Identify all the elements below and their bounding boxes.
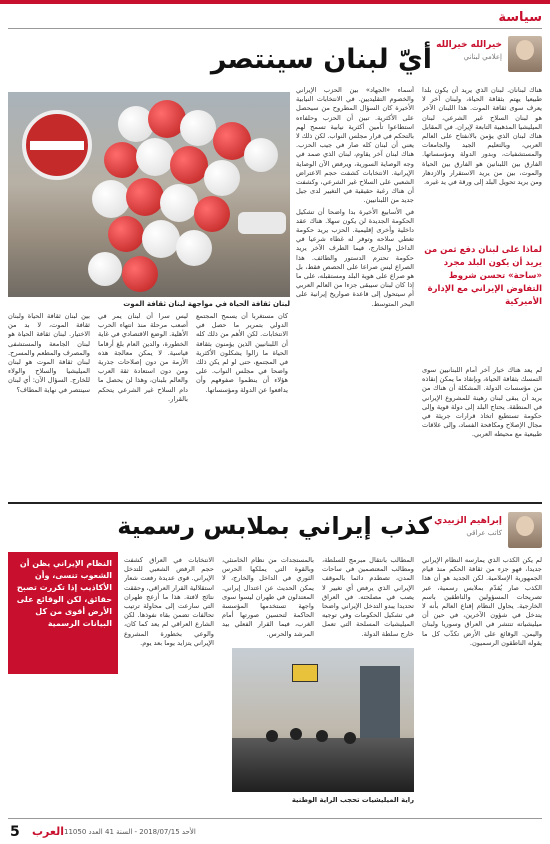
balloon (176, 230, 212, 266)
photo-caption: لبنان ثقافة الحياة في مواجهة لبنان ثقافة الموت (123, 300, 290, 308)
article-column (422, 556, 542, 812)
paragraph: بين لبنان ثقافة الحياة ولبنان ثقافة الموت، لا بد من الاختيار. لبنان ثقافة الحياة هو لبنان الجامعة والمستشفى والمصرف والمطعم والمسرح. لبنان ثقافة الموت هو لبنان الميليشيا والسلاح والولاء للخارج. السؤال الآن: أي لبنان سينتصر في نهاية المطاف؟ (8, 312, 90, 394)
balloon (142, 220, 180, 258)
balloon (108, 216, 144, 252)
paragraph: ليس سرا أن لبنان يمر في أصعب مرحلة منذ انتهاء الحرب الأهلية. الوضع الاقتصادي في غاية الخطورة، والدين العام بلغ أرقاما قياسية. لا يمكن معالجة هذه الأزمة من دون إصلاحات جذرية ومن دون استعادة ثقة العرب والعالم بلبنان، وهذا لن يحصل ما دام السلاح غير الشرعي يتحكم بالقرار. (98, 312, 188, 403)
issue-info: الأحد 2018/07/15 - السنة 41 العدد 11050 (64, 828, 196, 836)
balloons-photo (8, 92, 290, 297)
no-entry-sign-icon (22, 110, 92, 180)
author-name: خيرالله خيرالله (436, 40, 502, 50)
article-column (98, 312, 188, 498)
photo-caption: راية الميليشيات تحجب الراية الوطنية (291, 796, 414, 804)
article-headline: كذب إيراني بملابس رسمية (117, 512, 432, 540)
person (344, 732, 356, 744)
brand-logo: العرب (32, 825, 65, 838)
balloon (92, 180, 130, 218)
paragraph: أسماء «الجهاد» بين الحزب الإيراني والخصوم التقليديين. في الانتخابات النيابية الأخيرة كان السؤال المطروح من سيحصل على الأكثرية. تبين أن الحزب وحلفاءه استطاعوا تأمين أكثرية نيابية تسمح لهم بالتحكم في قرار مجلس النواب. لكن ذلك لا يعني أن لبنان كله صار في جيب الحزب. هناك لبنان آخر يقاوم، لبنان الذي صمد في وجه الوصاية السورية، ويرفض الآن الوصاية الإيرانية. الانتخابات كشفت حجم الاعتراض الشعبي على السلاح غير الشرعي، وكشفت أن هناك رغبة حقيقية في التغيير لدى جيل جديد من اللبنانيين. (296, 86, 414, 205)
balloon (104, 142, 140, 178)
article-column (296, 86, 414, 498)
avatar (508, 512, 542, 548)
building (360, 666, 400, 746)
footer-rule (8, 818, 542, 819)
author-byline (434, 512, 542, 550)
person (316, 730, 328, 742)
top-accent-bar (0, 0, 550, 4)
balloon (180, 110, 216, 146)
article-column (196, 312, 288, 498)
paragraph: الانتخابات في العراق كشفت حجم الرفض الشعبي للتدخل الإيراني. قوى عديدة رفعت شعار استقلالية القرار العراقي، وحققت نتائج لافتة. هذا ما أزعج طهران التي سارعت إلى محاولة ترتيب تحالفات تضمن بقاء نفوذها. لكن الشارع العراقي لم يعد كما كان، والوعي بخطورة المشروع الإيراني يتزايد يوما بعد يوم. (124, 556, 214, 647)
author-role: إعلامي لبناني (463, 53, 502, 61)
article-headline: أيّ لبنان سينتصر (210, 44, 432, 75)
balloon (160, 184, 198, 222)
section-label: سياسة (498, 10, 542, 25)
article-column (422, 86, 542, 240)
balloon (204, 160, 240, 196)
paragraph: لم يعد هناك خيار آخر أمام اللبنانيين سوى التمسك بثقافة الحياة، وبإنقاذ ما يمكن إنقاذه من مؤسسات الدولة. المشكلة أن هناك من يريد أن يبقى لبنان رهينة للمشروع الإيراني في المنطقة. يحتاج البلد إلى دولة قوية وإلى حكومة تستطيع اتخاذ قرارات جريئة في مجال الإصلاح ومكافحة الفساد، وإلى علاقات طبيعية مع محيطه العربي. (422, 366, 542, 439)
protest-photo (232, 648, 414, 792)
balloon (136, 138, 174, 176)
paragraph: المطالب بانتقال مبرمج للسلطة، ومطالب المعتصمين في ساحات المدن، تصطدم دائما بالموقف الإيراني الذي يرفض أي تغيير لا يصب في مصلحته. في العراق تحديدا يبدو التدخل الإيراني واضحا في تشكيل الحكومات وفي توجيه الميليشيات المسلحة التي تعمل خارج سلطة الدولة. (322, 556, 414, 638)
balloon (194, 196, 230, 232)
page-number: 5 (10, 824, 20, 840)
flag (292, 664, 318, 682)
pull-quote: النظام الإيراني يظن أن الشعوب تنسى، وأن الأكاذيب إذا تكررت تصبح حقائق، لكن الوقائع على الأرض أقوى من كل البيانات الرسمية (8, 552, 118, 674)
person (290, 728, 302, 740)
balloon (122, 256, 158, 292)
balloon (244, 138, 278, 172)
article-column (322, 556, 414, 644)
paragraph: كان مستغربا أن يسمح المجتمع الدولي بتمرير ما حصل في الانتخابات. لكن الأهم من ذلك كله أن اللبنانيين الذين يؤمنون بثقافة الحياة ما زالوا يشكلون الأكثرية في المجتمع، حتى لو لم يكن ذلك واضحا في مجلس النواب. على هؤلاء أن ينظموا صفوفهم وأن يدافعوا عن الدولة ومؤسساتها. (196, 312, 288, 394)
balloon (170, 146, 208, 184)
crowd (232, 738, 414, 792)
person (266, 730, 278, 742)
paragraph: هناك لبنانان. لبنان الذي يريد أن يكون بلدا طبيعيا يهتم بثقافة الحياة، ولبنان آخر لا يعرف سوى ثقافة الموت. هذا اللبنان الآخر هو لبنان السلاح غير الشرعي، لبنان الميليشيا المذهبية التابعة لإيران. في المقابل هناك لبنان الذي يؤمن بالانفتاح على العالم العربي، وبالتعليم الجيد والجامعات والمستشفيات، وبدور الدولة ومؤسساتها. الفارق بين اللبنانين هو الفارق بين الحياة والموت، بين من يريد الاستقرار والازدهار ومن يريد تحويل البلد إلى ورقة في يد غيره. (422, 86, 542, 187)
paragraph: لم يكن الكذب الذي يمارسه النظام الإيراني جديدا، فهو جزء من ثقافة الحكم منذ قيام الجمهورية الإسلامية. لكن الجديد هو أن هذا الكذب صار يُقدّم بملابس رسمية، عبر تصريحات المسؤولين والناطقين باسم الخارجية. يحاول النظام إقناع العالم بأنه لا يتدخل في شؤون الآخرين، في حين أن ميليشياته تنتشر في العراق وسوريا ولبنان واليمن. الوقائع على الأرض تكذّب كل ما يقوله الناطقون الرسميون. (422, 556, 542, 647)
pull-quote: لماذا على لبنان دفع ثمن من يريد أن يكون البلد مجرد «ساحة» تحسن شروط التفاوض الإيراني مع الإدارة الأميركية (424, 245, 542, 307)
section-divider (8, 502, 542, 504)
article-column (422, 366, 542, 498)
article-column (222, 556, 314, 644)
author-name: إبراهيم الزبيدي (434, 516, 502, 526)
balloon (126, 178, 164, 216)
paragraph: بالمستجدات من نظام الخامنئي، وبالقوة التي يملكها الحرس الثوري في الداخل والخارج، لا يمكن الحديث عن اعتدال إيراني. المعتدلون في طهران ليسوا سوى واجهة تستخدمها المؤسسة الحاكمة لتحسين صورتها أمام الغرب، فيما القرار الفعلي بيد المرشد والحرس. (222, 556, 314, 638)
paragraph: في الأسابيع الأخيرة بدا واضحا أن تشكيل الحكومة الجديدة لن يكون سهلا. هناك عقد داخلية وأخرى إقليمية. الحزب يريد حكومة تغطي سلاحه وتوفر له غطاء شرعيا في الداخل والخارج، فيما الطرف الآخر يريد حكومة تحترم الدستور والطائف. هذا الصراع ليس صراعا على الحصص فقط، بل هو صراع على هوية البلد ومستقبله، على ما إذا كان لبنان سيبقى جزءا من العالم العربي أم سيتحول إلى قاعدة صواريخ إيرانية على البحر المتوسط. (296, 207, 414, 308)
balloon (88, 252, 122, 286)
article-column (124, 556, 214, 812)
article-column (8, 312, 90, 498)
author-role: كاتب عراقي (466, 529, 502, 537)
car (238, 212, 286, 234)
header-rule (8, 28, 542, 29)
avatar (508, 36, 542, 72)
author-byline (436, 36, 542, 74)
